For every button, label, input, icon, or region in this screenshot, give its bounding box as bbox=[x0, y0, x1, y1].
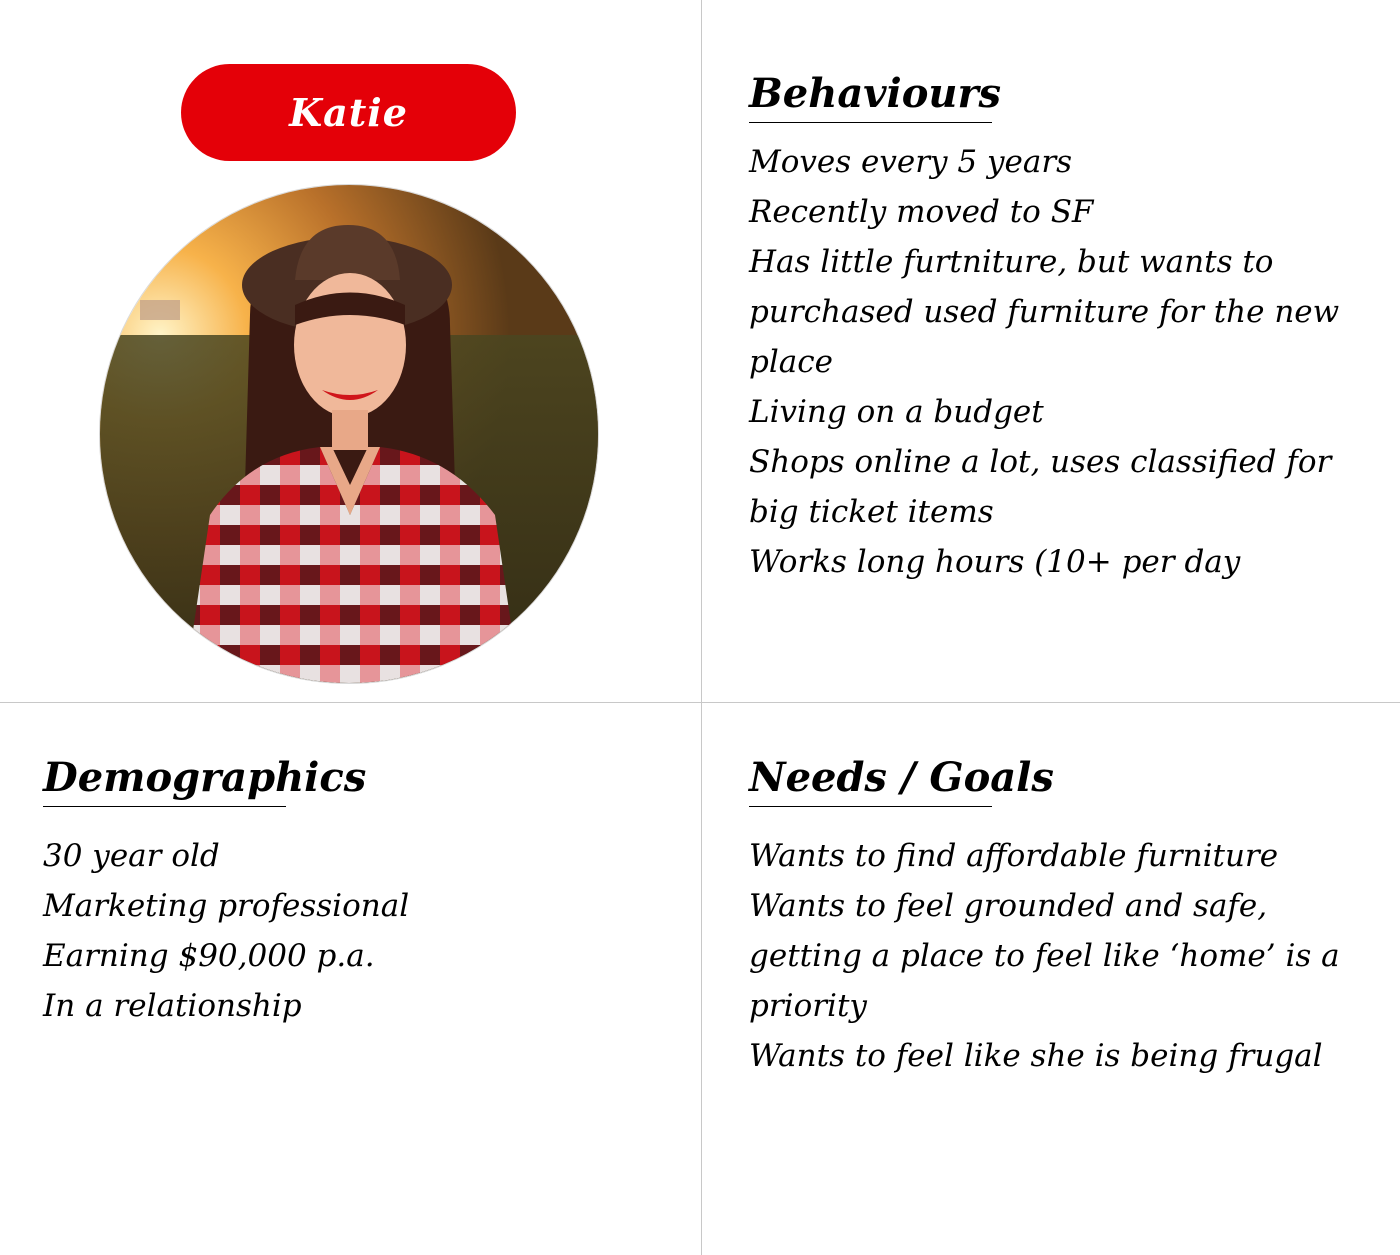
list-item: Living on a budget bbox=[749, 394, 1044, 430]
list-item: Recently moved to SF bbox=[749, 194, 1094, 230]
list-item: Marketing professional bbox=[43, 888, 410, 924]
demographics-list bbox=[43, 831, 663, 1031]
persona-photo-illustration bbox=[100, 185, 599, 684]
demographics-heading: Demographics bbox=[43, 754, 367, 801]
demographics-section bbox=[43, 754, 663, 1031]
list-item: Works long hours (10+ per day bbox=[749, 544, 1241, 580]
list-item: Wants to feel like she is being frugal bbox=[749, 1038, 1323, 1074]
list-item: Moves every 5 years bbox=[749, 144, 1073, 180]
persona-name-badge bbox=[181, 64, 516, 161]
behaviours-underline bbox=[749, 122, 992, 123]
list-item: Wants to feel grounded and safe, getting a place to feel like ‘home’ is a priority bbox=[749, 888, 1340, 1024]
demographics-underline bbox=[43, 806, 286, 807]
behaviours-list bbox=[749, 137, 1369, 587]
horizontal-divider bbox=[0, 702, 1400, 703]
persona-name: Katie bbox=[289, 90, 408, 135]
behaviours-section bbox=[749, 70, 1369, 587]
list-item: Wants to find affordable furniture bbox=[749, 838, 1279, 874]
needs-goals-heading: Needs / Goals bbox=[749, 754, 1054, 801]
needs-goals-section bbox=[749, 754, 1369, 1081]
needs-goals-list bbox=[749, 831, 1369, 1081]
needs-goals-underline bbox=[749, 806, 992, 807]
list-item: 30 year old bbox=[43, 838, 220, 874]
persona-photo bbox=[99, 184, 599, 684]
vertical-divider bbox=[701, 0, 702, 1255]
list-item: Has little furtniture, but wants to purchased used furniture for the new place bbox=[749, 244, 1340, 380]
list-item: Earning $90,000 p.a. bbox=[43, 938, 375, 974]
list-item: Shops online a lot, uses classified for big ticket items bbox=[749, 444, 1332, 530]
behaviours-heading: Behaviours bbox=[749, 70, 1002, 117]
list-item: In a relationship bbox=[43, 988, 302, 1024]
